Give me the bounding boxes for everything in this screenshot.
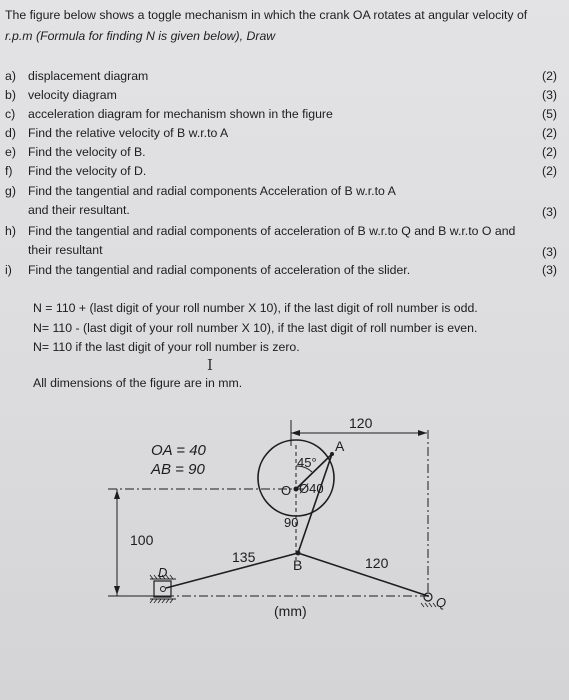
question-d-letter: d) [5, 126, 16, 140]
dim-top-label: 120 [349, 415, 373, 431]
label-bq: 120 [365, 555, 389, 571]
dim-top-arrow-left [291, 430, 300, 436]
dim-top-arrow-right [418, 430, 427, 436]
text-cursor-icon: I [207, 356, 213, 374]
pivot-o [294, 487, 299, 492]
question-b-marks: (3) [541, 88, 557, 102]
label-o: O [281, 483, 292, 498]
label-oa: OA = 40 [151, 442, 206, 459]
link-bq [298, 553, 428, 596]
formula-zero: N= 110 if the last digit of your roll number is zero. [33, 340, 300, 354]
label-ob: 90 [284, 515, 299, 530]
slider-hatch-bottom [150, 599, 173, 603]
question-h-text-cont: their resultant [28, 243, 103, 257]
intro-line-2: r.p.m (Formula for finding N is given below), Draw [5, 29, 276, 43]
slider-d-block [154, 581, 171, 597]
question-i-text: Find the tangential and radial components of acceleration of the slider. [28, 263, 411, 277]
intro-line-1: The figure below shows a toggle mechanism in which the crank OA rotates at angular velocity of [5, 8, 528, 22]
dim-left-arrow-top [114, 490, 120, 499]
question-f-letter: f) [5, 164, 13, 178]
joint-b [296, 551, 301, 556]
question-b-letter: b) [5, 88, 16, 102]
question-c-text: acceleration diagram for mechanism shown in the figure [28, 107, 333, 121]
question-h-letter: h) [5, 224, 16, 238]
label-diameter: Ø40 [299, 481, 324, 496]
dim-left-arrow-bottom [114, 586, 120, 595]
joint-a [330, 452, 334, 456]
question-a-letter: a) [5, 69, 16, 83]
question-h-text: Find the tangential and radial components of acceleration of B w.r.to Q and B w.r.to O and [28, 224, 516, 238]
question-d-marks: (2) [541, 126, 557, 140]
label-q: Q [436, 595, 447, 610]
question-i-marks: (3) [541, 263, 557, 277]
question-g-letter: g) [5, 184, 16, 198]
question-e-text: Find the velocity of B. [28, 145, 146, 159]
label-units: (mm) [274, 603, 307, 619]
question-a-marks: (2) [541, 69, 557, 83]
slider-d-pin [161, 587, 166, 592]
question-i-letter: i) [5, 263, 12, 277]
label-ab: AB = 90 [151, 461, 205, 478]
label-angle: 45° [297, 455, 317, 470]
label-a: A [335, 438, 345, 454]
question-g-text: Find the tangential and radial components Acceleration of B w.r.to A [28, 184, 396, 198]
formula-even: N= 110 - (last digit of your roll number X 10), if the last digit of roll number is even. [33, 321, 478, 335]
question-e-letter: e) [5, 145, 16, 159]
question-f-text: Find the velocity of D. [28, 164, 147, 178]
question-c-marks: (5) [541, 107, 557, 121]
pivot-q-hatch [421, 603, 436, 607]
dimensions-note: All dimensions of the figure are in mm. [33, 376, 243, 390]
formula-odd: N = 110 + (last digit of your roll number X 10), if the last digit of roll number is odd. [33, 301, 478, 315]
label-d: D [158, 565, 168, 580]
question-e-marks: (2) [541, 145, 557, 159]
question-f-marks: (2) [541, 164, 557, 178]
question-c-letter: c) [5, 107, 16, 121]
question-g-marks: (3) [541, 205, 557, 219]
dim-left-label: 100 [130, 532, 154, 548]
question-a-text: displacement diagram [28, 69, 149, 83]
label-db: 135 [232, 549, 256, 565]
question-d-text: Find the relative velocity of B w.r.to A [28, 126, 229, 140]
question-h-marks: (3) [541, 245, 557, 259]
question-b-text: velocity diagram [28, 88, 117, 102]
question-g-text-cont: and their resultant. [28, 203, 130, 217]
label-b: B [293, 557, 303, 573]
